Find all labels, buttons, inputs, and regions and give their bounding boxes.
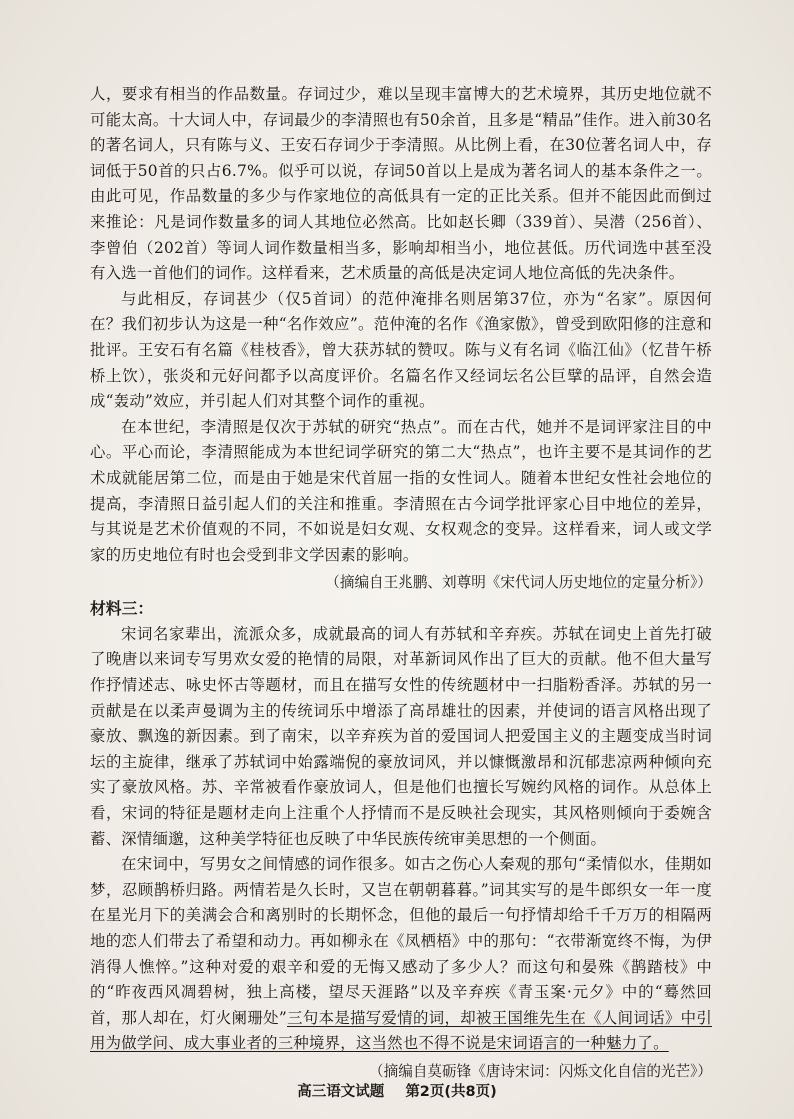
material2-source: （摘编自王兆鹏、刘尊明《宋代词人历史地位的定量分析》） — [325, 574, 712, 592]
page-footer — [0, 1080, 794, 1101]
material3-source: （摘编自莫砺锋《唐诗宋词：闪烁文化自信的光芒》） — [369, 1062, 712, 1080]
material3-paragraph-1: 宋词名家辈出，流派众多，成就最高的词人有苏轼和辛弃疾。苏轼在词史上首先打破了晚唐以来词专写男欢女爱的艳情的局限，对革新词风作出了巨大的贡献。他不但大量写作抒情述志、咏史怀古等题材，而且在描写女性的传统题材中一扫脂粉香泽。苏轼的另一贡献是在以柔声曼调为主的传统词乐中增添了高昂雄壮的因素，并使词的语言风格出现了豪放、飘逸的新因素。到了南宋，以辛弃疾为首的爱国词人把爱国主义的主题变成当时词坛的主旋律，继承了苏轼词中始露端倪的豪放词风，并以慷慨激昂和沉郁悲凉两种倾向充实了豪放风格。苏、辛常被看作豪放词人，但是他们也擅长写婉约风格的词作。从总体上看，宋词的特征是题材走向上注重个人抒情而不是反映社会现实，其风格则倾向于委婉含蓄、深情缅邈，这种美学特征也反映了中华民族传统审美思想的一个侧面。 — [90, 624, 712, 848]
footer-subject: 高三语文试题 — [297, 1084, 385, 1100]
material3-paragraph-2-text: 在宋词中，写男女之间情感的词作很多。如古之伤心人秦观的那句“柔情似水，佳期如梦，忍顾鹊桥归路。两情若是久长时，又岂在朝朝暮暮。”词其实写的是牛郎织女一年一度在星光月下的美满会合和离别时的长期怀念，但他的最后一句抒情却给千千万万的相隔两地的恋人们带去了希望和动力。再如柳永在《凤栖梧》中的那句：“衣带渐宽终不悔，为伊消得人憔悴。”这种对爱的艰辛和爱的无悔又感动了多少人？而这句和晏殊《鹊踏枝》中的“昨夜西风凋碧树，独上高楼，望尽天涯路”以及辛弃疾《青玉案·元夕》中的“蓦然回首，那人却在，灯火阑珊处” — [90, 855, 712, 1027]
material3-heading: 材料三： — [90, 598, 154, 618]
material2-paragraph-2: 与此相反，存词甚少（仅5首词）的范仲淹排名则居第37位，亦为“名家”。原因何在？我们初步认为这是一种“名作效应”。范仲淹的名作《渔家傲》，曾受到欧阳修的注意和批评。王安石有名篇《桂枝香》，曾大获苏轼的赞叹。陈与义有名词《临江仙》（忆昔午桥桥上饮），张炎和元好问都予以高度评价。名篇名作又经词坛名公巨擘的品评，自然会造成“轰动”效应，并引起人们对其整个词作的重视。 — [90, 289, 712, 411]
material2-paragraph-1: 人，要求有相当的作品数量。存词过少，难以呈现丰富博大的艺术境界，其历史地位就不可能太高。十大词人中，存词最少的李清照也有50余首，且多是“精品”佳作。进入前30名的著名词人，只有陈与义、王安石存词少于李清照。从比例上看，在30位著名词人中，存词低于50首的只占6.7%。似乎可以说，存词50首以上是成为著名词人的基本条件之一。由此可见，作品数量的多少与作家地位的高低具有一定的正比关系。但并不能因此而倒过来推论：凡是词作数量多的词人其地位必然高。比如赵长卿（339首）、吴潜（256首）、李曾伯（202首）等词人词作数量相当多，影响却相当小，地位甚低。历代词选中甚至没有入选一首他们的词作。这样看来，艺术质量的高低是决定词人地位高低的先决条件。 — [90, 85, 712, 283]
material3-paragraph-2 — [90, 852, 712, 1057]
underlined-sentence: 三句本是描写爱情的词，却被王国维先生在《人间词话》中引用为做学问、成大事业者的三种境界，这当然也不得不说是宋词语言的一种魅力了。 — [90, 1008, 712, 1053]
material2-paragraph-3: 在本世纪，李清照是仅次于苏轼的研究“热点”。而在古代，她并不是词评家注目的中心。平心而论，李清照能成为本世纪词学研究的第二大“热点”，也许主要不是其词作的艺术成就能居第二位，而是由于她是宋代首屈一指的女性词人。随着本世纪女性社会地位的提高，李清照日益引起人们的关注和推重。李清照在古今词学批评家心目中地位的差异，与其说是艺术价值观的不同，不如说是妇女观、女权观念的变异。这样看来，词人或文学家的历史地位有时也会受到非文学因素的影响。 — [90, 417, 712, 564]
page-content — [90, 82, 712, 1085]
footer-page-number: 第2页(共8页) — [405, 1084, 497, 1100]
